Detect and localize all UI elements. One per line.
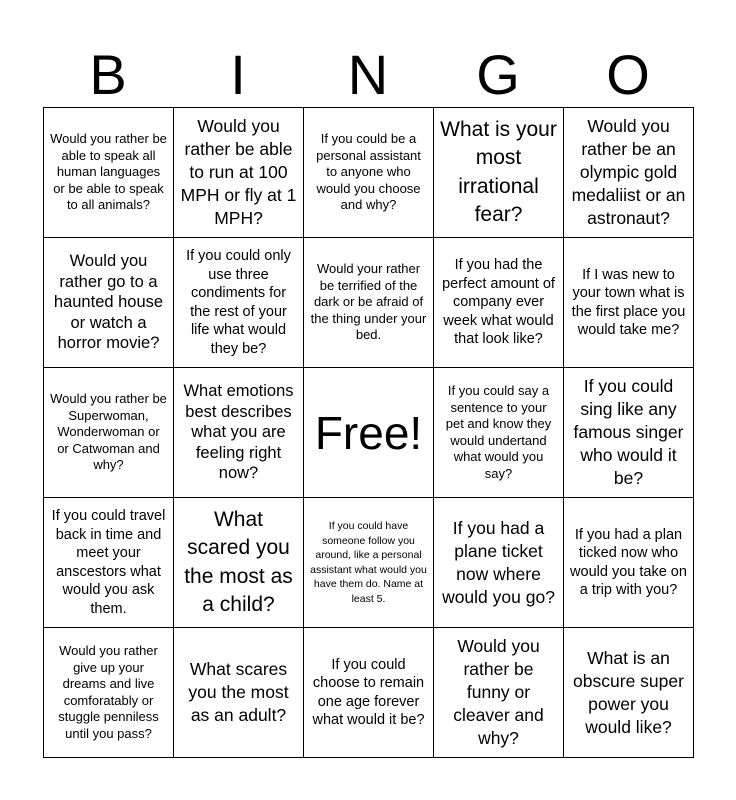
cell-text: If you could have someone follow you around, like a personal assistant what would you have them do. Name at least 5. [310,520,427,605]
bingo-board [43,107,694,758]
cell-text: Would you rather be Superwoman, Wonderwoman or or Catwoman and why? [50,391,167,473]
bingo-cell-r2-c3[interactable] [304,238,434,368]
cell-text: What emotions best describes what you are feeling right now? [183,382,294,483]
cell-text: Would you rather give up your dreams and live comforatably or stuggle penniless until you pass? [58,643,159,741]
bingo-cell-r4-c2[interactable] [174,498,304,628]
cell-text: Would you rather be an olympic gold medaliist or an astronaut? [571,116,686,228]
cell-text: If you could travel back in time and meet your anscestors what would you ask them. [51,508,166,617]
cell-text: What is an obscure super power you would like? [573,647,684,737]
bingo-cell-r3-c4[interactable] [434,368,564,498]
bingo-cell-r1-c5[interactable] [564,108,694,238]
bingo-cell-r1-c4[interactable] [434,108,564,238]
bingo-cell-r2-c5[interactable] [564,238,694,368]
cell-text: Would your rather be terrified of the dark or be afraid of the thing under your bed. [310,261,427,343]
bingo-cell-r3-c2[interactable] [174,368,304,498]
cell-text: If you could choose to remain one age forever what would it be? [312,656,425,728]
bingo-cell-r3-c1[interactable] [44,368,174,498]
header-letter-b: B [89,43,127,106]
header-letter-n: N [347,43,389,106]
bingo-cell-r2-c1[interactable] [44,238,174,368]
cell-text: If you could only use three condiments for the rest of your life what would they be? [186,248,291,357]
cell-text: If you could be a personal assistant to anyone who would you choose and why? [316,131,421,213]
bingo-cell-r5-c2[interactable] [174,628,304,758]
cell-text: If you had a plan ticked now who would you take on a trip with you? [570,526,687,598]
bingo-header [43,44,693,106]
bingo-cell-r1-c1[interactable] [44,108,174,238]
bingo-cell-r5-c3[interactable] [304,628,434,758]
bingo-cell-r4-c5[interactable] [564,498,694,628]
bingo-cell-r2-c4[interactable] [434,238,564,368]
bingo-cell-free[interactable] [304,368,434,498]
bingo-cell-r1-c3[interactable] [304,108,434,238]
bingo-cell-r4-c4[interactable] [434,498,564,628]
bingo-cell-r2-c2[interactable] [174,238,304,368]
bingo-cell-r5-c4[interactable] [434,628,564,758]
cell-text: If you could sing like any famous singer who would it be? [573,376,684,488]
header-letter-i: I [230,43,246,106]
cell-text: What is your most irrational fear? [440,117,557,226]
cell-text: If you had a plane ticket now where would you go? [442,517,555,607]
header-letter-g: G [476,43,520,106]
cell-text: What scares you the most as an adult? [188,659,289,725]
bingo-cell-r5-c5[interactable] [564,628,694,758]
cell-text: Would you rather go to a haunted house or watch a horror movie? [53,252,164,353]
cell-text: Would you rather be able to run at 100 MPH or fly at 1 MPH? [180,116,297,228]
cell-text: Would you rather be funny or cleaver and why? [453,636,544,748]
cell-text: If I was new to your town what is the first place you would take me? [571,266,686,338]
bingo-cell-r4-c1[interactable] [44,498,174,628]
free-space-label: Free! [314,406,423,459]
cell-text: If you had the perfect amount of company ever week what would that look like? [442,257,555,348]
cell-text: If you could say a sentence to your pet and know they would undertand what would you say? [445,383,552,481]
bingo-cell-r4-c3[interactable] [304,498,434,628]
cell-text: What scared you the most as a child? [184,507,293,616]
header-letter-o: O [606,43,650,106]
bingo-cell-r1-c2[interactable] [174,108,304,238]
bingo-cell-r3-c5[interactable] [564,368,694,498]
bingo-cell-r5-c1[interactable] [44,628,174,758]
cell-text: Would you rather be able to speak all human languages or be able to speak to all animals? [50,131,167,213]
